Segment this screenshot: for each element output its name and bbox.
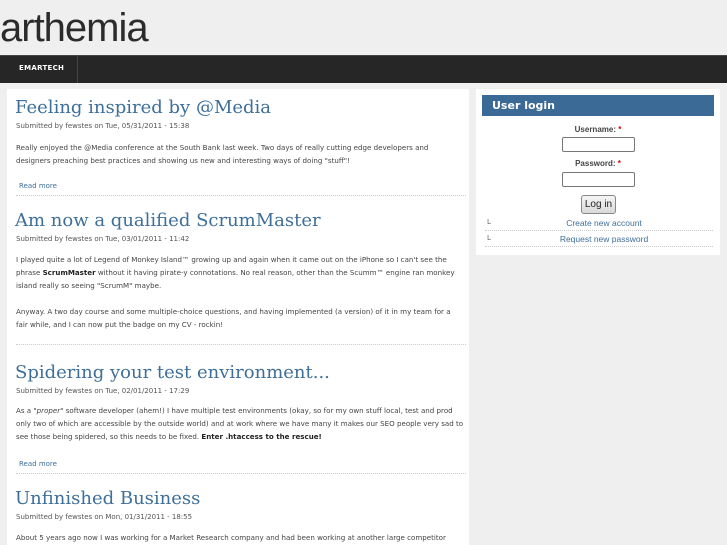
list-bullet-icon: L — [487, 218, 491, 226]
request-password-link[interactable]: Request new password — [559, 234, 649, 244]
post-text: About 5 years ago now I was working for a Market Research company and had been working at another large competitor — [16, 533, 446, 542]
post-text: I played quite a lot of Legend of Monkey Island™ growing up and again when it came out on the iPhone so I can't see the phrase — [16, 255, 447, 277]
post-text: As a " — [16, 406, 37, 415]
required-mark: * — [617, 159, 621, 168]
list-bullet-icon: L — [487, 234, 491, 242]
post-body — [16, 531, 464, 544]
post-body-2 — [16, 305, 464, 331]
username-label — [476, 125, 720, 135]
post-divider — [16, 473, 466, 474]
post-text: " software developer (ahem!) I have multiple test environments (okay, so for my own stuff local, test and prod only two of which are accessible by the outside world) and at work where we have many it makes our SEO people very sad to see those being spidered, so this needs to be fixed. — [16, 406, 464, 441]
post-text: without it having pirate-y connotations. No real reason, other than the Scumm™ engine ran monkey island really so seeing "ScrumM" maybe. — [16, 268, 455, 290]
username-field[interactable] — [562, 137, 635, 152]
post-divider — [16, 195, 466, 196]
password-label — [476, 159, 720, 169]
main-content — [7, 89, 469, 545]
post-title[interactable]: Unfinished Business — [15, 488, 201, 509]
password-field[interactable] — [562, 172, 635, 187]
post-text-bold: ScrumMaster — [42, 268, 96, 277]
post-title[interactable]: Am now a qualified ScrumMaster — [15, 210, 321, 231]
required-mark: * — [618, 125, 622, 134]
post-text-italic: proper — [36, 406, 61, 415]
site-title[interactable]: arthemia — [0, 6, 148, 50]
password-label-text: Password: — [575, 159, 616, 168]
create-account-link[interactable]: Create new account — [566, 218, 642, 228]
post-title[interactable]: Feeling inspired by @Media — [15, 97, 272, 118]
post-divider — [16, 344, 466, 345]
nav-item-emartech[interactable]: EMARTECH — [6, 56, 78, 83]
post-text: Anyway. A two day course and some multiple-choice questions, and having implemented (a version) of it in my team for a fair while, and I can now put the badge on my CV - rockin! — [16, 307, 451, 329]
post-submitted: Submitted by fewstes on Mon, 01/31/2011 - 18:55 — [16, 513, 193, 521]
post-body — [16, 404, 464, 443]
request-password-row — [485, 233, 713, 247]
post-body — [16, 141, 464, 167]
post-text: Really enjoyed the @Media conference at the South Bank last week. Two days of really cutting edge developers and designers preaching best practices and showing us new and interesting ways of doing "stuff"! — [16, 143, 429, 165]
post-text-bold: Enter .htaccess to the rescue! — [201, 432, 322, 441]
post-submitted: Submitted by fewstes on Tue, 05/31/2011 - 15:38 — [16, 122, 190, 130]
login-button[interactable]: Log in — [581, 195, 616, 214]
user-login-block — [476, 89, 720, 255]
read-more-link[interactable]: Read more — [19, 460, 57, 468]
read-more-link[interactable]: Read more — [19, 182, 57, 190]
username-label-text: Username: — [574, 125, 616, 134]
post-submitted: Submitted by fewstes on Tue, 03/01/2011 - 11:42 — [16, 235, 190, 243]
main-navigation — [0, 55, 727, 83]
post-submitted: Submitted by fewstes on Tue, 02/01/2011 - 17:29 — [16, 387, 190, 395]
post-body — [16, 253, 464, 292]
create-account-row — [485, 217, 713, 231]
post-title[interactable]: Spidering your test environment... — [15, 362, 330, 383]
block-title: User login — [482, 95, 714, 116]
